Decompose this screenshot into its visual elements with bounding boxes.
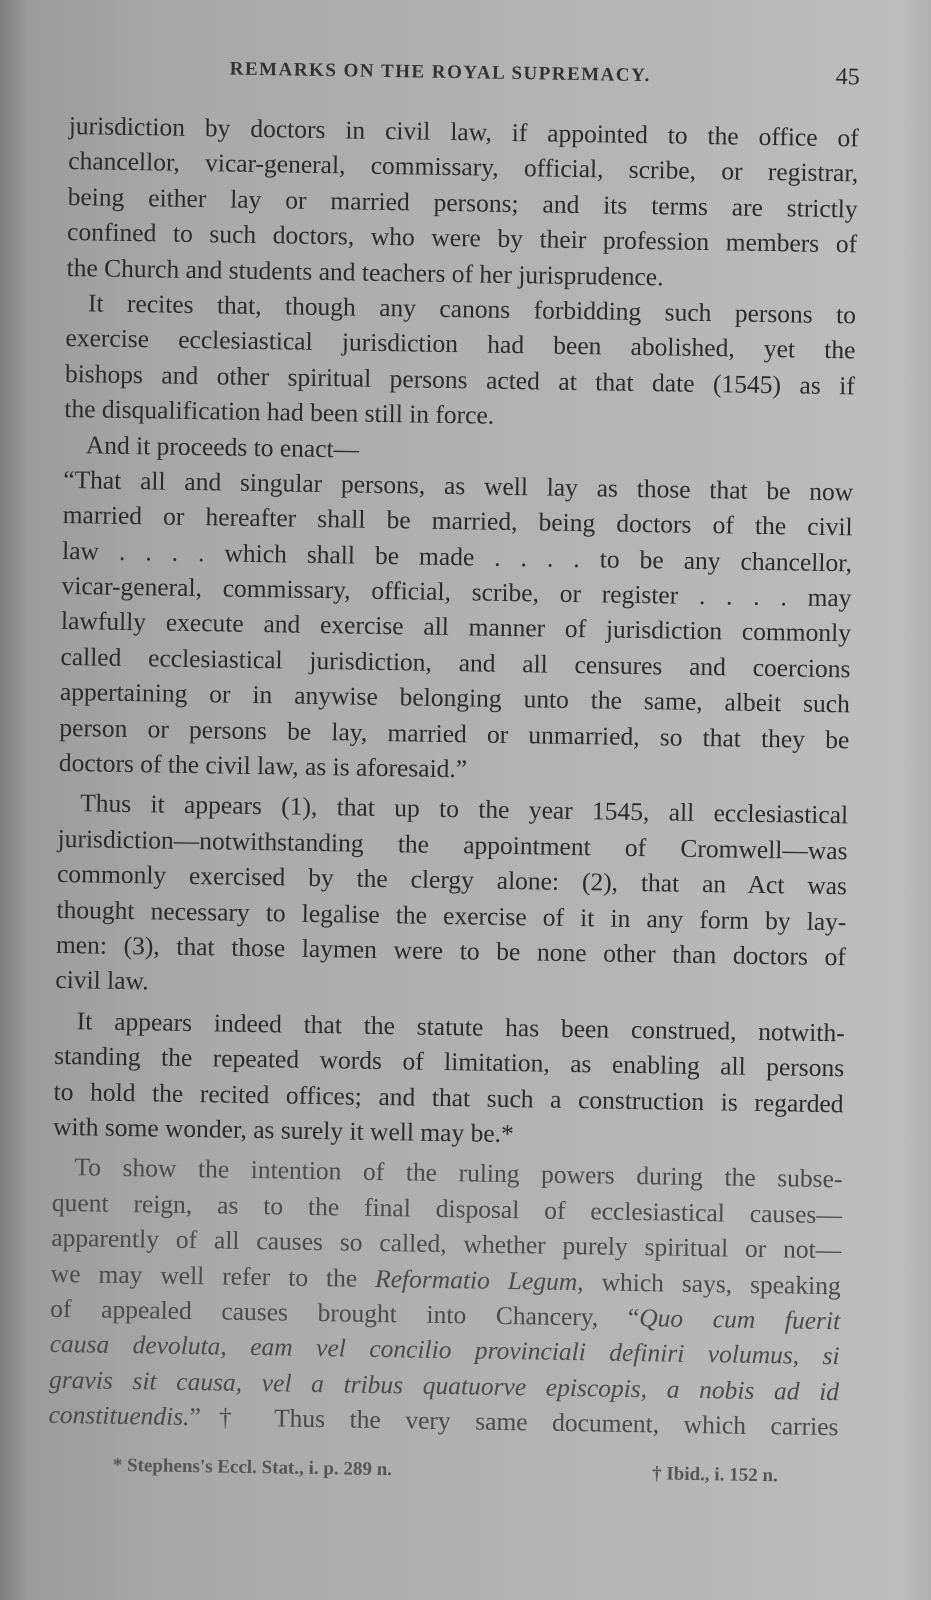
text-segment: confined to such doctors, who were by their profession members of xyxy=(66,217,858,259)
text-segment: “That all and singular persons, as well lay as those that be now xyxy=(63,464,854,507)
italic-text: Quo cum fuerit xyxy=(639,1302,841,1336)
text-segment: It appears indeed that the statute has been construed, notwith- xyxy=(76,1005,845,1048)
running-title: REMARKS ON THE ROYAL SUPREMACY. xyxy=(229,58,651,87)
text-segment: chancellor, vicar-general, commissary, official, scribe, or registrar, xyxy=(68,146,859,188)
text-segment: ”† Thus the very same document, which carries xyxy=(189,1402,839,1442)
text-segment: To show the intention of the ruling powers during the subse- xyxy=(74,1152,843,1194)
text-segment: married or hereafter shall be married, being doctors of the civil xyxy=(62,500,853,542)
text-segment: exercise ecclesiastical jurisdiction had been abolished, yet the xyxy=(65,323,856,365)
italic-text: Reformatio Legum xyxy=(374,1263,578,1296)
text-segment: , which says, speaking xyxy=(577,1266,841,1300)
text-segment: the disqualification had been still in force. xyxy=(64,394,495,430)
text-segment: commonly exercised by the clergy alone: (2), that an Act was xyxy=(56,859,848,901)
text-segment: civil law. xyxy=(55,965,149,996)
text-segment: of appealed causes brought into Chancery, “ xyxy=(50,1293,640,1332)
text-segment: called ecclesiastical jurisdiction, and all censures and coercions xyxy=(60,641,851,684)
text-segment: vicar-general, commissary, official, scribe, or register . . . . may xyxy=(61,571,852,613)
text-segment: Thus it appears (1), that up to the year 1545, all ecclesiastical xyxy=(79,788,849,830)
text-segment: men: (3), that those laymen were to be none other than doctors of xyxy=(55,929,847,972)
text-segment: we may well refer to the xyxy=(50,1258,376,1293)
footnotes xyxy=(48,1454,838,1488)
text-segment: doctors of the civil law, as is aforesaid.” xyxy=(58,747,468,784)
body-text xyxy=(48,108,859,1445)
text-segment: jurisdiction—notwithstanding the appointment of Cromwell—was xyxy=(57,823,848,866)
footnote-asterisk: * Stephens's Eccl. Stat., i. p. 289 n. xyxy=(112,1455,393,1481)
book-page xyxy=(48,52,860,1489)
text-segment: apparently of all causes so called, whether purely spiritual or not— xyxy=(51,1222,842,1265)
text-segment: standing the repeated words of limitation, as enabling all persons xyxy=(54,1041,845,1083)
text-segment: the Church and students and teachers of her jurisprudence. xyxy=(66,252,664,291)
page-number: 45 xyxy=(835,64,860,91)
text-segment: person or persons be lay, married or unmarried, so that they be xyxy=(59,712,850,754)
text-segment: appertaining or in anywise belonging unto the same, albeit such xyxy=(59,677,851,719)
italic-text: constituendis. xyxy=(48,1399,190,1432)
footnote-dagger: † Ibid., i. 152 n. xyxy=(651,1463,778,1487)
text-segment: law . . . . which shall be made . . . . to be any chancellor, xyxy=(61,535,853,578)
italic-text: causa devoluta, eam vel concilio provinciali definiri volumus, si xyxy=(49,1329,840,1371)
text-segment: And it proceeds to enact— xyxy=(85,429,360,464)
text-segment: with some wonder, as surely it well may be.* xyxy=(52,1111,515,1149)
text-segment: being either lay or married persons; and its terms are strictly xyxy=(67,181,858,224)
text-segment: jurisdiction by doctors in civil law, if appointed to the office of xyxy=(68,110,859,153)
italic-text: gravis sit causa, vel a tribus quatuorve episcopis, a nobis ad id xyxy=(48,1364,840,1406)
text-segment: lawfully execute and exercise all manner of jurisdiction commonly xyxy=(60,606,852,648)
text-segment: thought necessary to legalise the exercise of it in any form by lay- xyxy=(56,894,847,936)
text-segment: It recites that, though any canons forbidding such persons to xyxy=(87,288,857,330)
text-segment: bishops and other spiritual persons acted at that date (1545) as if xyxy=(64,358,856,401)
text-segment: quent reign, as to the final disposal of ecclesiastical causes— xyxy=(51,1187,843,1229)
text-segment: to hold the recited offices; and that such a construction is regarded xyxy=(53,1076,844,1118)
